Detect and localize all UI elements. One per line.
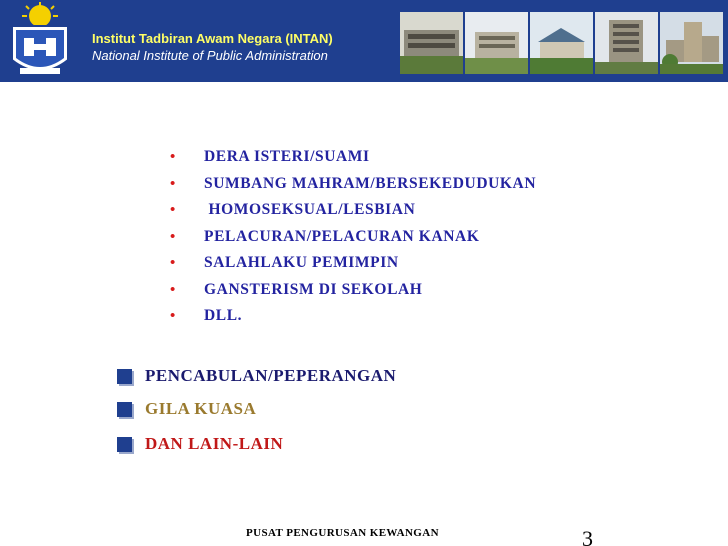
bullet-icon: • [170, 175, 176, 192]
list-item-text: GILA KUASA [145, 399, 257, 418]
list-item [117, 390, 396, 428]
bullet-icon: • [170, 149, 176, 165]
bullet-icon: • [170, 228, 176, 245]
list-item-text: PELACURAN/PELACURAN KANAK [204, 227, 480, 245]
checkbox-bullet-icon [117, 369, 132, 384]
list-item-text: GANSTERISM DI SEKOLAH [204, 280, 423, 298]
list-item [170, 144, 536, 171]
checkbox-bullet-list [117, 362, 396, 460]
page-number: 3 [582, 528, 593, 546]
list-item [170, 197, 536, 224]
list-item-text: HOMOSEKSUAL/LESBIAN [204, 201, 416, 218]
list-item-text: SALAHLAKU PEMIMPIN [204, 254, 399, 271]
header-banner [0, 0, 728, 82]
building-photo-strip [400, 12, 723, 74]
list-item [170, 250, 536, 277]
list-item-text: PENCABULAN/PEPERANGAN [145, 366, 397, 385]
building-photo-2 [465, 12, 528, 74]
bullet-icon: • [170, 281, 176, 298]
list-item [117, 362, 396, 390]
issue-bullet-list [170, 144, 536, 330]
list-item [170, 224, 536, 251]
building-photo-4 [595, 12, 658, 74]
bullet-icon: • [170, 255, 176, 271]
bullet-icon: • [170, 308, 176, 324]
list-item [170, 171, 536, 198]
checkbox-bullet-icon [117, 437, 132, 452]
list-item [117, 428, 396, 460]
building-photo-1 [400, 12, 463, 74]
list-item [170, 303, 536, 330]
list-item-text: DAN LAIN-LAIN [145, 434, 284, 453]
bullet-icon: • [170, 202, 176, 218]
intan-logo-icon [4, 2, 76, 82]
slide-footer: PUSAT PENGURUSAN KEWANGAN [246, 527, 439, 539]
list-item-text: SUMBANG MAHRAM/BERSEKEDUDUKAN [204, 174, 537, 192]
building-photo-5 [660, 12, 723, 74]
list-item [170, 277, 536, 304]
org-name: Institut Tadbiran Awam Negara (INTAN) [92, 31, 333, 46]
list-item-text: DLL. [204, 307, 243, 324]
checkbox-bullet-icon [117, 402, 132, 417]
building-photo-3 [530, 12, 593, 74]
organization-title [92, 30, 333, 64]
org-subtitle: National Institute of Public Administration [92, 48, 328, 63]
list-item-text: DERA ISTERI/SUAMI [204, 148, 370, 165]
